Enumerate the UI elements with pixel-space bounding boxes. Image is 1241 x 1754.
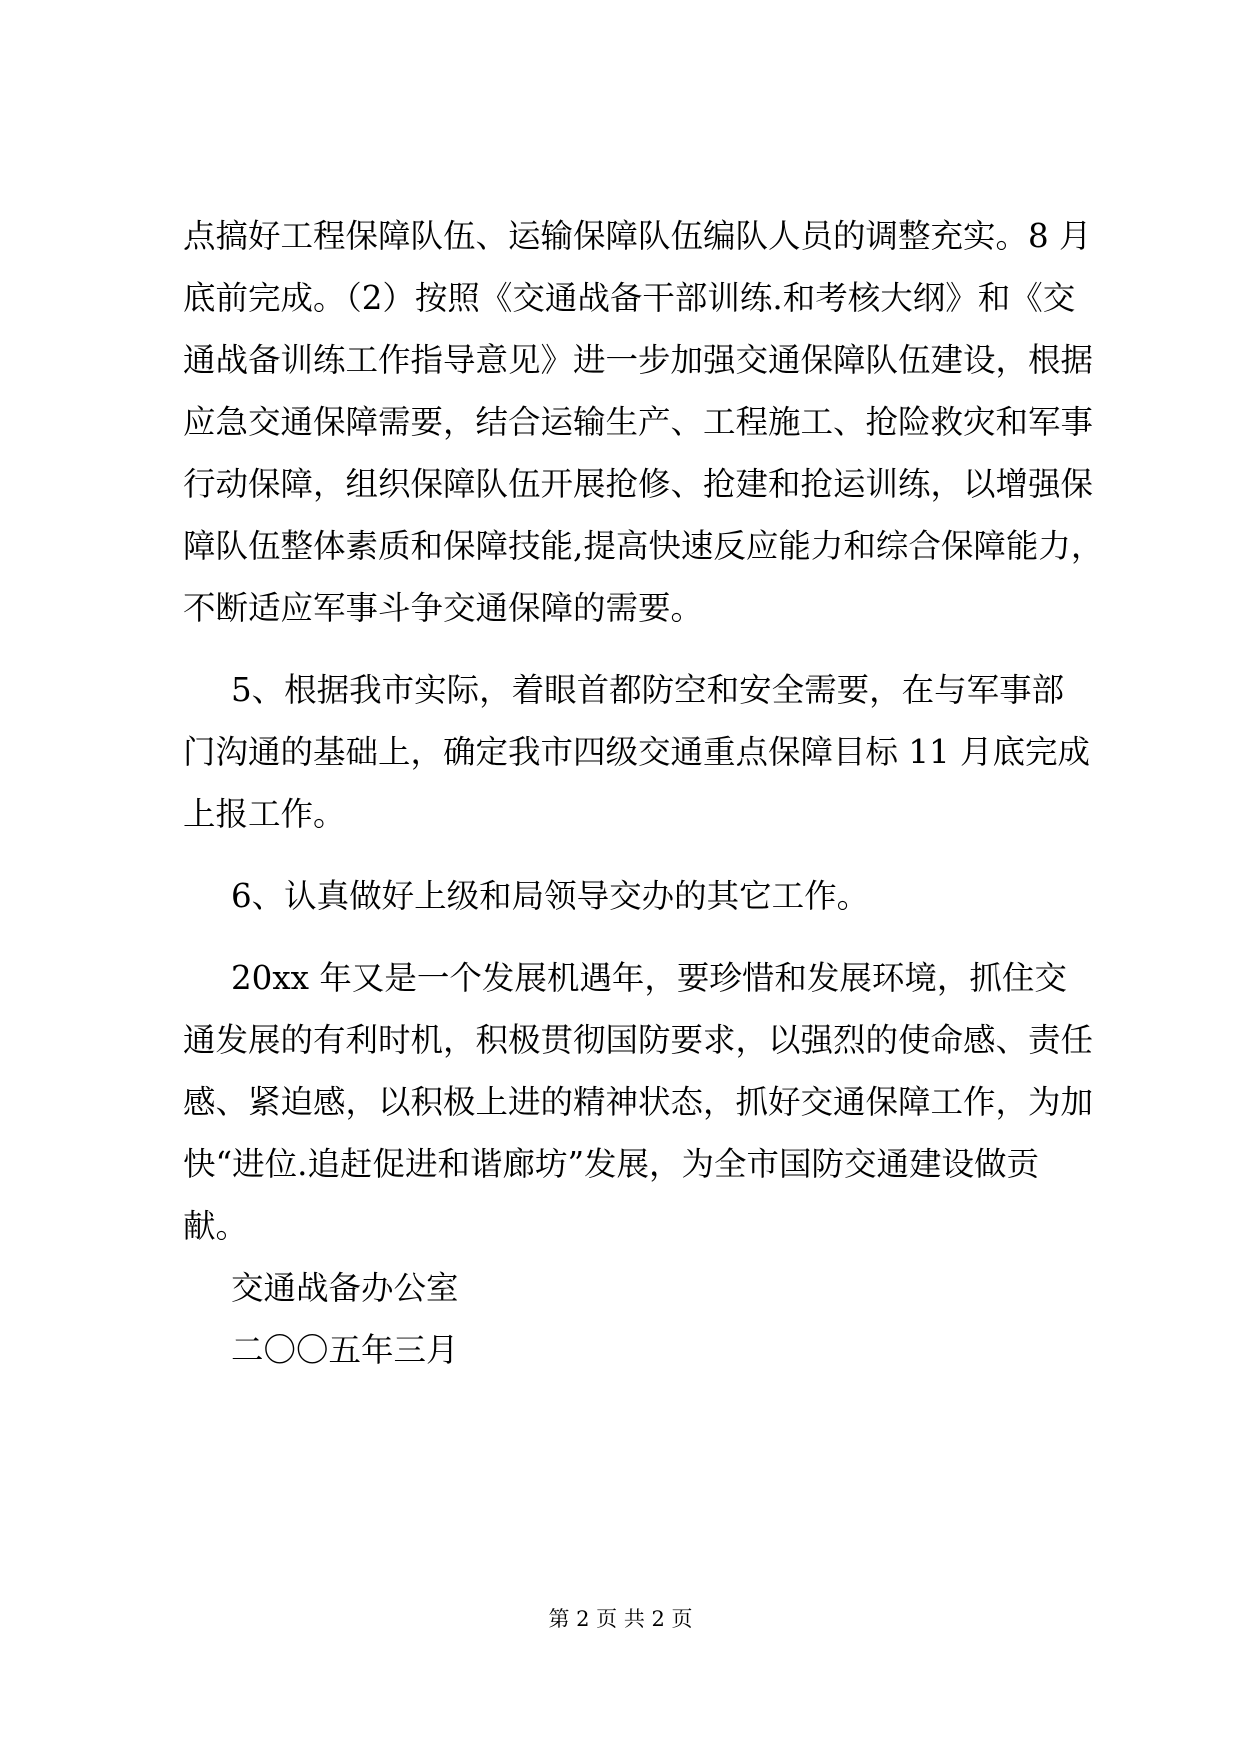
text-line: 感、紧迫感，以积极上进的精神状态，抓好交通保障工作，为加 [183, 1083, 1094, 1121]
text-line: 通发展的有利时机，积极贯彻国防要求，以强烈的使命感、责任 [183, 1021, 1094, 1059]
text-line: 应急交通保障需要，结合运输生产、工程施工、抢险救灾和军事 [183, 403, 1094, 441]
text-line: 6、认真做好上级和局领导交办的其它工作。 [231, 877, 870, 915]
page-number-footer: 第 2 页 共 2 页 [548, 1607, 693, 1631]
text-line: 献。 [183, 1207, 249, 1245]
text-line: 5、根据我市实际，着眼首都防空和安全需要，在与军事部 [231, 671, 1065, 709]
text-line: 点搞好工程保障队伍、运输保障队伍编队人员的调整充实。8 月 [183, 217, 1092, 255]
text-line: 门沟通的基础上，确定我市四级交通重点保障目标 11 月底完成 [183, 733, 1091, 771]
text-line: 通战备训练工作指导意见》进一步加强交通保障队伍建设，根据 [183, 341, 1094, 379]
text-line: 20xx 年又是一个发展机遇年，要珍惜和发展环境，抓住交 [231, 959, 1067, 997]
text-line: 行动保障，组织保障队伍开展抢修、抢建和抢运训练，以增强保 [183, 465, 1094, 503]
signature-date: 二〇〇五年三月 [231, 1331, 459, 1369]
text-line: 不断适应军事斗争交通保障的需要。 [183, 589, 704, 627]
text-line: 底前完成。（2）按照《交通战备干部训练.和考核大纲》和《交 [183, 279, 1076, 317]
text-line: 上报工作。 [183, 795, 346, 833]
signature-office: 交通战备办公室 [231, 1269, 459, 1307]
text-line: 快“进位.追赶促进和谐廊坊”发展，为全市国防交通建设做贡 [183, 1145, 1040, 1183]
text-line: 障队伍整体素质和保障技能,提高快速反应能力和综合保障能力， [183, 527, 1104, 565]
